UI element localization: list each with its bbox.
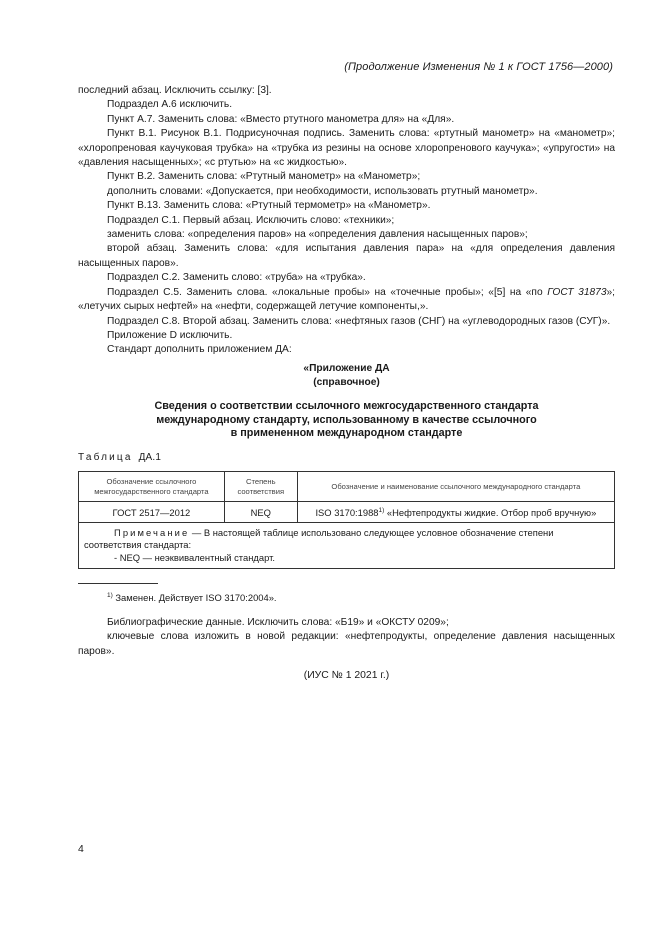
appendix-subtitle: (справочное) xyxy=(313,376,380,388)
table-caption xyxy=(78,452,161,463)
note-paragraph xyxy=(84,527,609,552)
column-header: Степень соответствия xyxy=(224,472,297,502)
column-header: Обозначение и наименование ссылочного международного стандарта xyxy=(297,472,614,502)
table-row xyxy=(79,502,615,523)
page-number: 4 xyxy=(78,844,84,855)
table-header-row xyxy=(79,472,615,502)
paragraph: Пункт В.1. Рисунок В.1. Подрисуночная подпись. Заменить слова: «ртутный манометр» на «манометр»; «хлоропреновая каучуковая трубка» на «трубка из резины на основе хлоропренового каучука»; «упругости» на «давления насыщенных»; «с ртутью» на «с жидкостью». xyxy=(78,128,615,169)
running-header: (Продолжение Изменения № 1 к ГОСТ 1756—2000) xyxy=(344,61,613,73)
table-cell xyxy=(297,502,614,523)
c5-text-a: Подраздел С.5. Заменить слова. «локальные пробы» на «точечные пробы»; «[5] на «по xyxy=(107,286,548,298)
paragraph: последний абзац. Исключить ссылку: [3]. xyxy=(78,85,272,96)
paragraph: Пункт В.2. Заменить слова: «Ртутный манометр» на «Манометр»; xyxy=(107,171,421,183)
gost-reference: ГОСТ 31873 xyxy=(547,286,607,298)
paragraph: дополнить словами: «Допускается, при необходимости, использовать ртутный манометр». xyxy=(107,185,538,197)
table-cell: NEQ xyxy=(224,502,297,523)
iso-designation: ISO 3170:1988 xyxy=(315,506,379,518)
table-caption-number: ДА.1 xyxy=(138,452,162,463)
appendix-title-line: «Приложение ДА xyxy=(303,363,390,374)
paragraph: Подраздел С.1. Первый абзац. Исключить слово: «техники»; xyxy=(107,214,395,226)
c5-text-b: »; «летучих сырых нефтей» на «нефти, содержащей летучие компоненты,». xyxy=(78,286,615,313)
heading-line: Сведения о соответствии ссылочного межгосударственного стандарта xyxy=(154,400,539,412)
iso-title: «Нефтепродукты жидкие. Отбор проб вручную» xyxy=(384,506,597,518)
table-cell: ГОСТ 2517—2012 xyxy=(79,502,225,523)
footnote-mark: 1) xyxy=(107,591,113,599)
paragraph: Подраздел С.8. Второй абзац. Заменить слова: «нефтяных газов (СНГ) на «углеводородных газов (СУГ)». xyxy=(107,315,611,327)
footnote-text: Заменен. Действует ISO 3170:2004». xyxy=(112,592,277,603)
table-note xyxy=(79,523,615,569)
correspondence-table xyxy=(78,471,615,569)
amendment-text xyxy=(78,84,615,358)
paragraph: ключевые слова изложить в новой редакции: «нефтепродукты, определение давления насыщенных паров». xyxy=(78,631,615,657)
paragraph: Пункт А.7. Заменить слова: «Вместо ртутного манометра для» на «Для». xyxy=(107,113,455,125)
appendix-title xyxy=(78,362,615,389)
note-label: Примечание xyxy=(114,527,190,538)
bibliographic-data xyxy=(78,616,615,659)
paragraph: второй абзац. Заменить слова: «для испытания давления пара» на «для определения давления насыщенных паров». xyxy=(78,243,615,269)
footnote-ref: 1) xyxy=(378,506,385,514)
appendix-heading xyxy=(78,400,615,441)
paragraph: Библиографические данные. Исключить слова: «Б19» и «ОКСТУ 0209»; xyxy=(107,617,449,628)
heading-line: в примененном международном стандарте xyxy=(230,427,463,439)
paragraph: Подраздел С.2. Заменить слово: «труба» на «трубка». xyxy=(107,272,366,284)
paragraph: Пункт В.13. Заменить слова: «Ртутный термометр» на «Манометр». xyxy=(107,200,431,212)
footnote-divider xyxy=(78,583,158,584)
paragraph: заменить слова: «определения паров» на «определения давления насыщенных паров»; xyxy=(107,229,528,241)
paragraph-c5 xyxy=(78,286,615,315)
ius-reference: (ИУС № 1 2021 г.) xyxy=(303,670,390,681)
table-caption-word: Таблица xyxy=(78,452,133,463)
heading-line: международному стандарту, использованному в качестве ссылочного xyxy=(156,413,537,426)
column-header: Обозначение ссылочного межгосударственного стандарта xyxy=(79,472,225,502)
note-item: - NEQ — неэквивалентный стандарт. xyxy=(114,551,275,563)
paragraph: Приложение D исключить. xyxy=(107,329,233,341)
footnote xyxy=(107,592,277,603)
note-text: — В настоящей таблице использовано следующее условное обозначение степени соответствия стандарта: xyxy=(84,527,554,551)
table-note-row xyxy=(79,523,615,569)
paragraph: Подраздел А.6 исключить. xyxy=(107,99,233,111)
paragraph: Стандарт дополнить приложением ДА: xyxy=(107,344,292,356)
